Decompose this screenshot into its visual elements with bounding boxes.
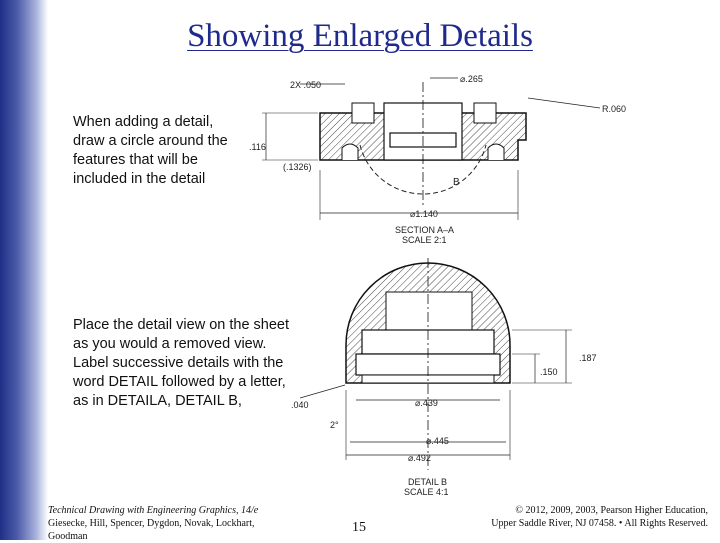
section-scale: SCALE 2:1 (402, 235, 447, 245)
dim-187: .187 (579, 353, 597, 363)
dim-angle: 2° (330, 420, 339, 430)
detail-caption: DETAIL B (408, 477, 448, 487)
section-view (249, 74, 626, 245)
dim-150: .150 (540, 367, 558, 377)
footer-book-title: Technical Drawing with Engineering Graphics, 14/e (48, 505, 259, 516)
detail-view (291, 258, 597, 497)
dim-dia-bottom: ⌀1.140 (410, 209, 438, 219)
slide-title: Showing Enlarged Details (187, 18, 533, 54)
copyright-line-2: Upper Saddle River, NJ 07458. • All Rights Reserved. (491, 518, 708, 529)
detail-scale: SCALE 4:1 (404, 487, 449, 497)
dim-radius: R.060 (602, 104, 627, 114)
copyright-line-1: © 2012, 2009, 2003, Pearson Higher Education, (515, 505, 708, 516)
instruction-text-2: Place the detail view on the sheet as you would a removed view. Label successive details with the word DETAIL followed by a letter, as in DETAILA, DETAIL B, (73, 317, 290, 409)
dim-holes: 2X .050 (290, 80, 322, 90)
dim-ref: (.1326) (283, 162, 312, 172)
dim-439: ⌀.439 (415, 398, 438, 408)
dim-445: ⌀.445 (426, 436, 449, 446)
detail-letter: B (453, 177, 460, 188)
dim-492: ⌀.492 (408, 453, 431, 463)
footer-authors: Giesecke, Hill, Spencer, Dygdon, Novak, Lockhart, Goodman (48, 518, 255, 542)
page-number: 15 (352, 520, 366, 535)
footer-citation (48, 504, 278, 543)
section-caption: SECTION A–A (395, 225, 455, 235)
dim-040: .040 (291, 400, 309, 410)
footer-copyright (468, 504, 708, 530)
dim-height: .116 (249, 142, 266, 152)
dim-dia-top: ⌀.265 (460, 74, 483, 84)
instruction-text-1: When adding a detail, draw a circle around the features that will be included in the detail (73, 114, 228, 187)
